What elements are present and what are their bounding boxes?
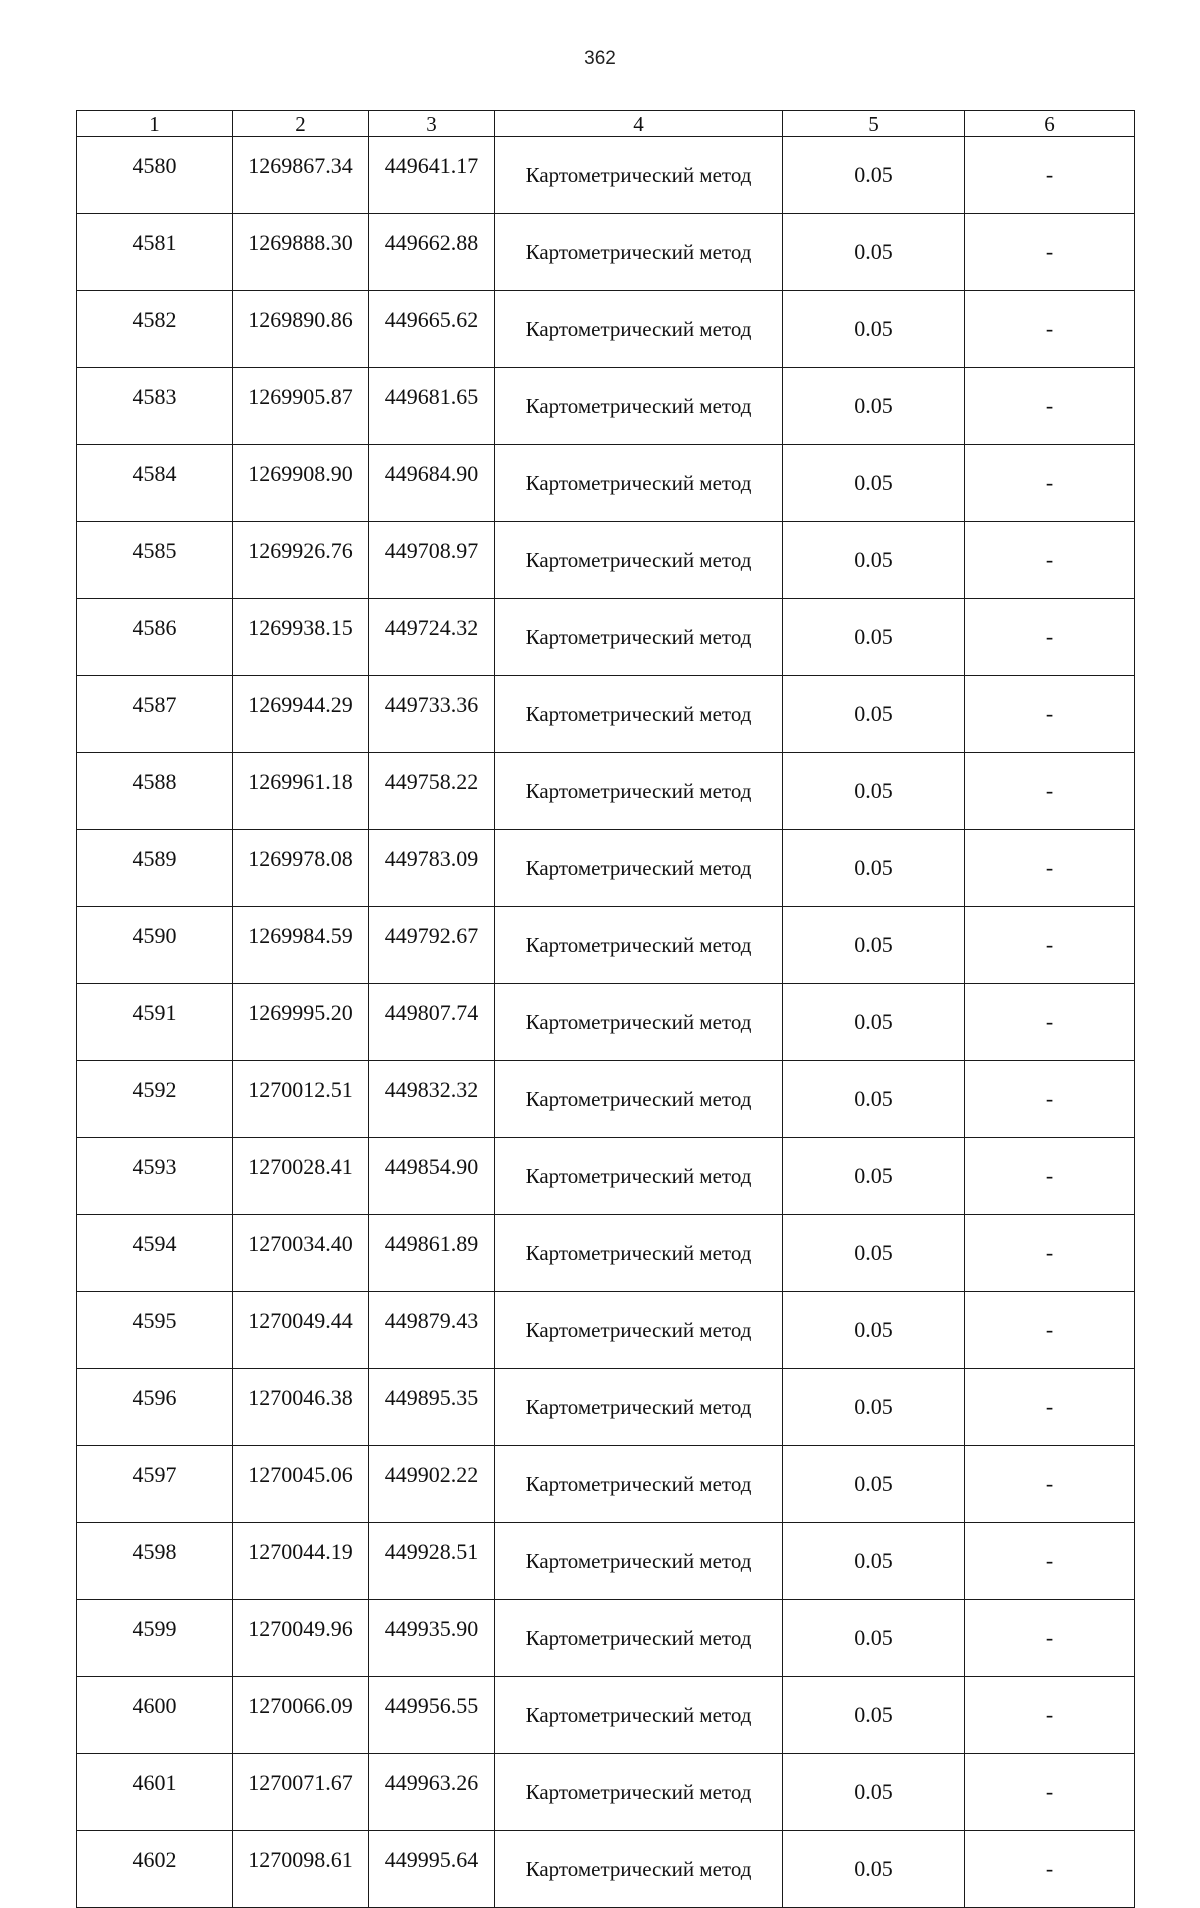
accuracy-cell: 0.05 [783, 676, 965, 753]
y-coordinate-cell: 449832.32 [369, 1061, 495, 1138]
table-row [77, 522, 1135, 599]
method-cell: Картометрический метод [495, 368, 783, 445]
coordinates-table [76, 110, 1135, 1908]
x-coordinate-cell: 1270049.44 [233, 1292, 369, 1369]
note-cell: - [965, 522, 1135, 599]
y-coordinate-cell: 449995.64 [369, 1831, 495, 1908]
point-number-cell: 4598 [77, 1523, 233, 1600]
table-row [77, 753, 1135, 830]
table-row [77, 1215, 1135, 1292]
method-cell: Картометрический метод [495, 1215, 783, 1292]
y-coordinate-cell: 449861.89 [369, 1215, 495, 1292]
table-row [77, 137, 1135, 214]
accuracy-cell: 0.05 [783, 368, 965, 445]
x-coordinate-cell: 1270046.38 [233, 1369, 369, 1446]
accuracy-cell: 0.05 [783, 1446, 965, 1523]
note-cell: - [965, 1754, 1135, 1831]
method-cell: Картометрический метод [495, 1061, 783, 1138]
accuracy-cell: 0.05 [783, 599, 965, 676]
y-coordinate-cell: 449641.17 [369, 137, 495, 214]
y-coordinate-cell: 449963.26 [369, 1754, 495, 1831]
point-number-cell: 4585 [77, 522, 233, 599]
method-cell: Картометрический метод [495, 1600, 783, 1677]
y-coordinate-cell: 449684.90 [369, 445, 495, 522]
accuracy-cell: 0.05 [783, 214, 965, 291]
point-number-cell: 4587 [77, 676, 233, 753]
point-number-cell: 4583 [77, 368, 233, 445]
method-cell: Картометрический метод [495, 1292, 783, 1369]
x-coordinate-cell: 1269888.30 [233, 214, 369, 291]
column-header-4: 4 [495, 111, 783, 137]
note-cell: - [965, 907, 1135, 984]
note-cell: - [965, 1831, 1135, 1908]
page-number: 362 [584, 48, 616, 69]
x-coordinate-cell: 1269867.34 [233, 137, 369, 214]
x-coordinate-cell: 1269926.76 [233, 522, 369, 599]
point-number-cell: 4589 [77, 830, 233, 907]
point-number-cell: 4596 [77, 1369, 233, 1446]
table-row [77, 1369, 1135, 1446]
method-cell: Картометрический метод [495, 522, 783, 599]
accuracy-cell: 0.05 [783, 1523, 965, 1600]
note-cell: - [965, 599, 1135, 676]
point-number-cell: 4599 [77, 1600, 233, 1677]
point-number-cell: 4588 [77, 753, 233, 830]
note-cell: - [965, 1523, 1135, 1600]
point-number-cell: 4584 [77, 445, 233, 522]
y-coordinate-cell: 449928.51 [369, 1523, 495, 1600]
y-coordinate-cell: 449807.74 [369, 984, 495, 1061]
y-coordinate-cell: 449783.09 [369, 830, 495, 907]
table-header [77, 111, 1135, 137]
point-number-cell: 4591 [77, 984, 233, 1061]
method-cell: Картометрический метод [495, 137, 783, 214]
note-cell: - [965, 368, 1135, 445]
note-cell: - [965, 1369, 1135, 1446]
note-cell: - [965, 1600, 1135, 1677]
table-row [77, 1292, 1135, 1369]
point-number-cell: 4601 [77, 1754, 233, 1831]
accuracy-cell: 0.05 [783, 1369, 965, 1446]
note-cell: - [965, 676, 1135, 753]
y-coordinate-cell: 449681.65 [369, 368, 495, 445]
accuracy-cell: 0.05 [783, 753, 965, 830]
table-row [77, 1061, 1135, 1138]
method-cell: Картометрический метод [495, 1369, 783, 1446]
note-cell: - [965, 1677, 1135, 1754]
header-row [77, 111, 1135, 137]
accuracy-cell: 0.05 [783, 1292, 965, 1369]
table-row [77, 214, 1135, 291]
y-coordinate-cell: 449708.97 [369, 522, 495, 599]
x-coordinate-cell: 1269978.08 [233, 830, 369, 907]
method-cell: Картометрический метод [495, 1446, 783, 1523]
table-row [77, 907, 1135, 984]
method-cell: Картометрический метод [495, 291, 783, 368]
y-coordinate-cell: 449758.22 [369, 753, 495, 830]
table-body [77, 137, 1135, 1908]
note-cell: - [965, 1138, 1135, 1215]
note-cell: - [965, 214, 1135, 291]
table-row [77, 830, 1135, 907]
note-cell: - [965, 753, 1135, 830]
accuracy-cell: 0.05 [783, 1831, 965, 1908]
accuracy-cell: 0.05 [783, 984, 965, 1061]
x-coordinate-cell: 1270028.41 [233, 1138, 369, 1215]
point-number-cell: 4602 [77, 1831, 233, 1908]
point-number-cell: 4595 [77, 1292, 233, 1369]
x-coordinate-cell: 1270045.06 [233, 1446, 369, 1523]
x-coordinate-cell: 1270044.19 [233, 1523, 369, 1600]
x-coordinate-cell: 1269961.18 [233, 753, 369, 830]
x-coordinate-cell: 1269905.87 [233, 368, 369, 445]
note-cell: - [965, 137, 1135, 214]
column-header-5: 5 [783, 111, 965, 137]
accuracy-cell: 0.05 [783, 907, 965, 984]
note-cell: - [965, 1292, 1135, 1369]
column-header-2: 2 [233, 111, 369, 137]
point-number-cell: 4580 [77, 137, 233, 214]
accuracy-cell: 0.05 [783, 522, 965, 599]
y-coordinate-cell: 449935.90 [369, 1600, 495, 1677]
y-coordinate-cell: 449724.32 [369, 599, 495, 676]
note-cell: - [965, 830, 1135, 907]
accuracy-cell: 0.05 [783, 137, 965, 214]
note-cell: - [965, 445, 1135, 522]
y-coordinate-cell: 449662.88 [369, 214, 495, 291]
x-coordinate-cell: 1269995.20 [233, 984, 369, 1061]
table-row [77, 676, 1135, 753]
accuracy-cell: 0.05 [783, 445, 965, 522]
x-coordinate-cell: 1269890.86 [233, 291, 369, 368]
table-row [77, 1754, 1135, 1831]
point-number-cell: 4597 [77, 1446, 233, 1523]
x-coordinate-cell: 1270034.40 [233, 1215, 369, 1292]
point-number-cell: 4586 [77, 599, 233, 676]
x-coordinate-cell: 1269944.29 [233, 676, 369, 753]
table-row [77, 1523, 1135, 1600]
point-number-cell: 4594 [77, 1215, 233, 1292]
table-row [77, 368, 1135, 445]
column-header-1: 1 [77, 111, 233, 137]
y-coordinate-cell: 449902.22 [369, 1446, 495, 1523]
y-coordinate-cell: 449895.35 [369, 1369, 495, 1446]
point-number-cell: 4582 [77, 291, 233, 368]
point-number-cell: 4600 [77, 1677, 233, 1754]
table-row [77, 291, 1135, 368]
accuracy-cell: 0.05 [783, 1754, 965, 1831]
note-cell: - [965, 984, 1135, 1061]
table-row [77, 984, 1135, 1061]
table-row [77, 445, 1135, 522]
accuracy-cell: 0.05 [783, 291, 965, 368]
table-row [77, 1600, 1135, 1677]
y-coordinate-cell: 449854.90 [369, 1138, 495, 1215]
x-coordinate-cell: 1270012.51 [233, 1061, 369, 1138]
method-cell: Картометрический метод [495, 1523, 783, 1600]
method-cell: Картометрический метод [495, 830, 783, 907]
method-cell: Картометрический метод [495, 599, 783, 676]
method-cell: Картометрический метод [495, 753, 783, 830]
table-row [77, 1831, 1135, 1908]
x-coordinate-cell: 1269938.15 [233, 599, 369, 676]
method-cell: Картометрический метод [495, 1754, 783, 1831]
method-cell: Картометрический метод [495, 214, 783, 291]
x-coordinate-cell: 1270071.67 [233, 1754, 369, 1831]
method-cell: Картометрический метод [495, 984, 783, 1061]
y-coordinate-cell: 449879.43 [369, 1292, 495, 1369]
accuracy-cell: 0.05 [783, 1677, 965, 1754]
y-coordinate-cell: 449733.36 [369, 676, 495, 753]
method-cell: Картометрический метод [495, 445, 783, 522]
y-coordinate-cell: 449792.67 [369, 907, 495, 984]
point-number-cell: 4592 [77, 1061, 233, 1138]
table-row [77, 1138, 1135, 1215]
point-number-cell: 4590 [77, 907, 233, 984]
note-cell: - [965, 1061, 1135, 1138]
method-cell: Картометрический метод [495, 1138, 783, 1215]
x-coordinate-cell: 1270066.09 [233, 1677, 369, 1754]
accuracy-cell: 0.05 [783, 1215, 965, 1292]
method-cell: Картометрический метод [495, 1831, 783, 1908]
method-cell: Картометрический метод [495, 676, 783, 753]
column-header-3: 3 [369, 111, 495, 137]
x-coordinate-cell: 1270098.61 [233, 1831, 369, 1908]
y-coordinate-cell: 449665.62 [369, 291, 495, 368]
note-cell: - [965, 291, 1135, 368]
x-coordinate-cell: 1269984.59 [233, 907, 369, 984]
note-cell: - [965, 1446, 1135, 1523]
method-cell: Картометрический метод [495, 907, 783, 984]
point-number-cell: 4593 [77, 1138, 233, 1215]
method-cell: Картометрический метод [495, 1677, 783, 1754]
accuracy-cell: 0.05 [783, 1600, 965, 1677]
table-row [77, 599, 1135, 676]
note-cell: - [965, 1215, 1135, 1292]
x-coordinate-cell: 1270049.96 [233, 1600, 369, 1677]
point-number-cell: 4581 [77, 214, 233, 291]
table-row [77, 1446, 1135, 1523]
accuracy-cell: 0.05 [783, 1138, 965, 1215]
x-coordinate-cell: 1269908.90 [233, 445, 369, 522]
column-header-6: 6 [965, 111, 1135, 137]
accuracy-cell: 0.05 [783, 830, 965, 907]
y-coordinate-cell: 449956.55 [369, 1677, 495, 1754]
accuracy-cell: 0.05 [783, 1061, 965, 1138]
table-row [77, 1677, 1135, 1754]
